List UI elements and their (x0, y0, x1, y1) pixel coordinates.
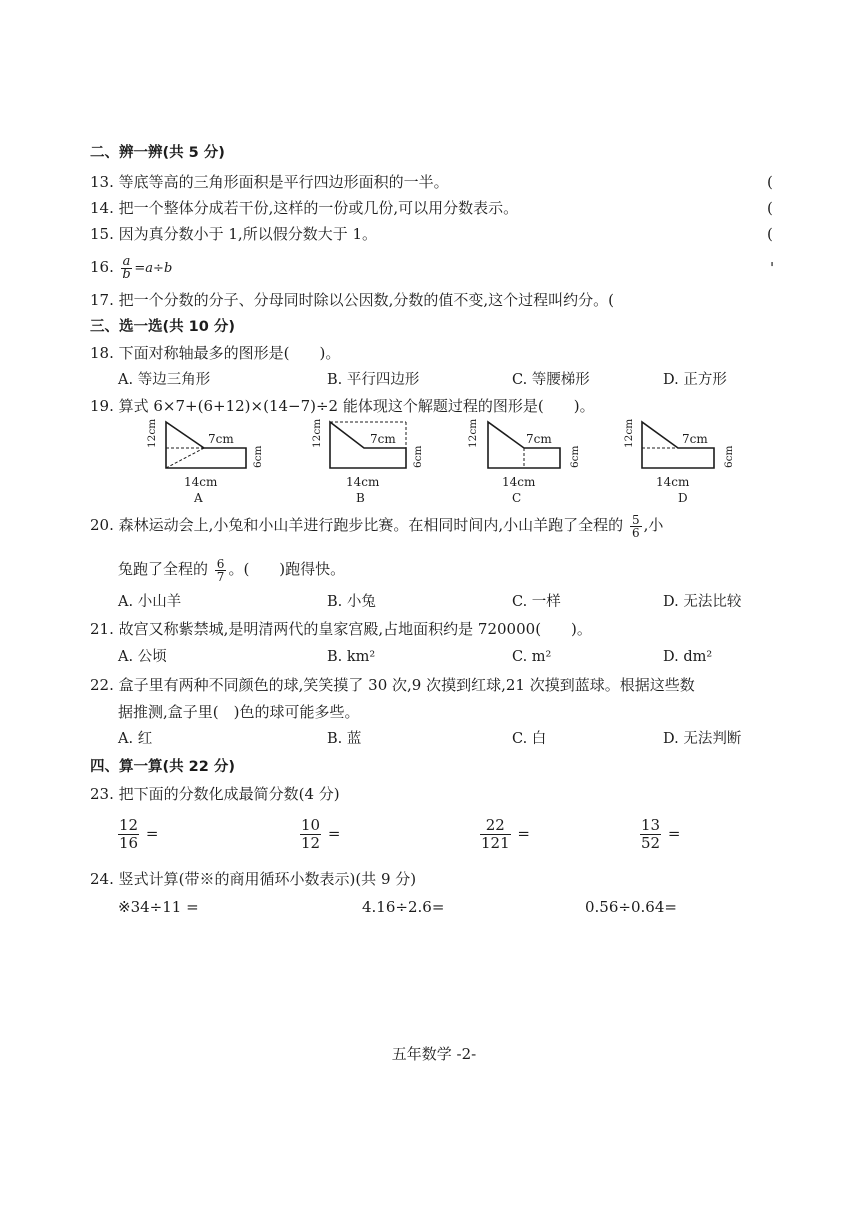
fig-d-left-label: 12cm (623, 418, 635, 448)
section-2-title: 二、辨一辨(共 5 分) (90, 145, 225, 161)
equals-sign: = (327, 824, 341, 843)
question-13: 13. 等底等高的三角形面积是平行四边形面积的一半。 (90, 173, 449, 191)
fig-d-bottom-label: 14cm (656, 475, 690, 489)
fig-b-left-label: 12cm (311, 418, 323, 448)
q23-fraction-3[interactable] (478, 817, 530, 852)
answer-paren-13[interactable]: ( (767, 173, 773, 191)
q22-option-c[interactable]: C. 白 (512, 731, 547, 747)
question-22-line-2: 据推测,盒子里( )色的球可能多些。 (118, 703, 360, 721)
equals-sign: = (667, 824, 681, 843)
fraction-numerator: 22 (480, 817, 511, 835)
fraction-denominator: 7 (216, 569, 225, 584)
fraction (640, 817, 661, 852)
question-22-line-1: 22. 盒子里有两种不同颜色的球,笑笑摸了 30 次,9 次摸到红球,21 次摸到蓝球。根据这些数 (90, 676, 695, 694)
fig-d-letter: D (678, 491, 688, 505)
q23-fraction-2[interactable] (298, 817, 340, 852)
fig-c-letter: C (512, 491, 522, 505)
equals-sign: = (517, 824, 530, 843)
question-19: 19. 算式 6×7+(6+12)×(14−7)÷2 能体现这个解题过程的图形是( )。 (90, 397, 595, 415)
figure-c[interactable] (460, 418, 585, 510)
question-15: 15. 因为真分数小于 1,所以假分数大于 1。 (90, 225, 378, 243)
question-20-line-1 (90, 508, 663, 542)
section-4-title: 四、算一算(共 22 分) (90, 759, 236, 775)
figure-a[interactable] (140, 418, 265, 510)
fig-c-top-label: 7cm (526, 432, 552, 446)
question-16-fraction (121, 253, 133, 282)
q22-option-b[interactable]: B. 蓝 (327, 731, 362, 747)
fraction-denominator: 12 (301, 834, 321, 852)
q18-option-b[interactable]: B. 平行四边形 (327, 372, 420, 388)
fraction (480, 817, 511, 852)
question-20-line-2 (118, 552, 345, 586)
fraction (118, 817, 139, 852)
fig-b-bottom-label: 14cm (346, 475, 380, 489)
q18-option-d[interactable]: D. 正方形 (663, 372, 727, 388)
fraction-numerator: 10 (301, 816, 321, 834)
fraction-denominator: 16 (119, 834, 139, 852)
fig-b-letter: B (356, 491, 365, 505)
fig-c-bottom-label: 14cm (502, 475, 536, 489)
fig-b-top-label: 7cm (370, 432, 396, 446)
q20-option-d[interactable]: D. 无法比较 (663, 594, 742, 610)
figure-d[interactable] (616, 418, 741, 510)
fraction-numerator: 5 (631, 512, 640, 527)
q23-fraction-4[interactable] (638, 817, 680, 852)
q18-option-c[interactable]: C. 等腰梯形 (512, 372, 590, 388)
fig-c-right-label: 6cm (569, 445, 581, 468)
q24-item-3[interactable]: 0.56÷0.64= (585, 898, 677, 916)
question-21: 21. 故宫又称紫禁城,是明清两代的皇家宫殿,占地面积约是 720000( )。 (90, 620, 592, 638)
fig-d-right-label: 6cm (723, 445, 735, 468)
fraction-denominator: 121 (481, 834, 510, 852)
q21-option-c[interactable]: C. m² (512, 649, 552, 665)
q20-fraction-1 (630, 514, 642, 539)
q18-option-a[interactable]: A. 等边三角形 (118, 372, 211, 388)
figure-b[interactable] (300, 418, 425, 510)
question-24: 24. 竖式计算(带※的商用循环小数表示)(共 9 分) (90, 870, 417, 888)
answer-paren-15[interactable]: ( (767, 225, 773, 243)
fig-a-top-label: 7cm (208, 432, 234, 446)
question-17: 17. 把一个分数的分子、分母同时除以公因数,分数的值不变,这个过程叫约分。( (90, 291, 615, 309)
question-16-number: 16. (90, 258, 114, 276)
q20-option-c[interactable]: C. 一样 (512, 594, 561, 610)
question-23: 23. 把下面的分数化成最简分数(4 分) (90, 785, 340, 803)
equals-sign: = (145, 824, 159, 843)
answer-paren-14[interactable]: ( (767, 199, 773, 217)
question-18: 18. 下面对称轴最多的图形是( )。 (90, 344, 341, 362)
fraction-numerator: 6 (216, 556, 225, 571)
section-3-title: 三、选一选(共 10 分) (90, 319, 236, 335)
answer-paren-16[interactable]: ' (770, 259, 775, 277)
fig-d-top-label: 7cm (682, 432, 708, 446)
q22-option-a[interactable]: A. 红 (118, 731, 153, 747)
question-16 (90, 252, 172, 284)
fraction (300, 817, 321, 852)
q20-text-a: 20. 森林运动会上,小兔和小山羊进行跑步比赛。在相同时间内,小山羊跑了全程的 (90, 516, 624, 534)
q20-text-b-end: 。( )跑得快。 (228, 560, 346, 578)
q20-text-a-end: ,小 (643, 516, 664, 534)
q20-option-a[interactable]: A. 小山羊 (118, 594, 182, 610)
fraction-denominator: b (122, 266, 131, 282)
fraction-denominator: 6 (631, 525, 640, 540)
fig-a-letter: A (194, 491, 203, 505)
fraction-numerator: 12 (119, 816, 139, 834)
q21-option-b[interactable]: B. km² (327, 649, 376, 665)
q24-item-2[interactable]: 4.16÷2.6= (362, 898, 445, 916)
q24-item-1[interactable]: ※34÷11 = (118, 898, 199, 916)
fraction-denominator: 52 (641, 834, 661, 852)
fraction-numerator: a (122, 253, 131, 269)
q20-option-b[interactable]: B. 小兔 (327, 594, 376, 610)
q20-text-b: 兔跑了全程的 (118, 560, 209, 578)
fig-a-left-label: 12cm (146, 418, 158, 448)
fig-a-right-label: 6cm (252, 445, 264, 468)
page-footer: 五年数学 -2- (391, 1045, 477, 1063)
fraction-numerator: 13 (641, 816, 661, 834)
fig-b-right-label: 6cm (412, 445, 424, 468)
q20-fraction-2 (215, 558, 227, 583)
question-16-rest: =a÷b (134, 261, 173, 276)
fig-a-bottom-label: 14cm (184, 475, 218, 489)
q22-option-d[interactable]: D. 无法判断 (663, 731, 742, 747)
q21-option-d[interactable]: D. dm² (663, 649, 713, 665)
fig-c-left-label: 12cm (467, 418, 479, 448)
q21-option-a[interactable]: A. 公顷 (118, 649, 167, 665)
q23-fraction-1[interactable] (116, 817, 158, 852)
question-14: 14. 把一个整体分成若干份,这样的一份或几份,可以用分数表示。 (90, 199, 519, 217)
